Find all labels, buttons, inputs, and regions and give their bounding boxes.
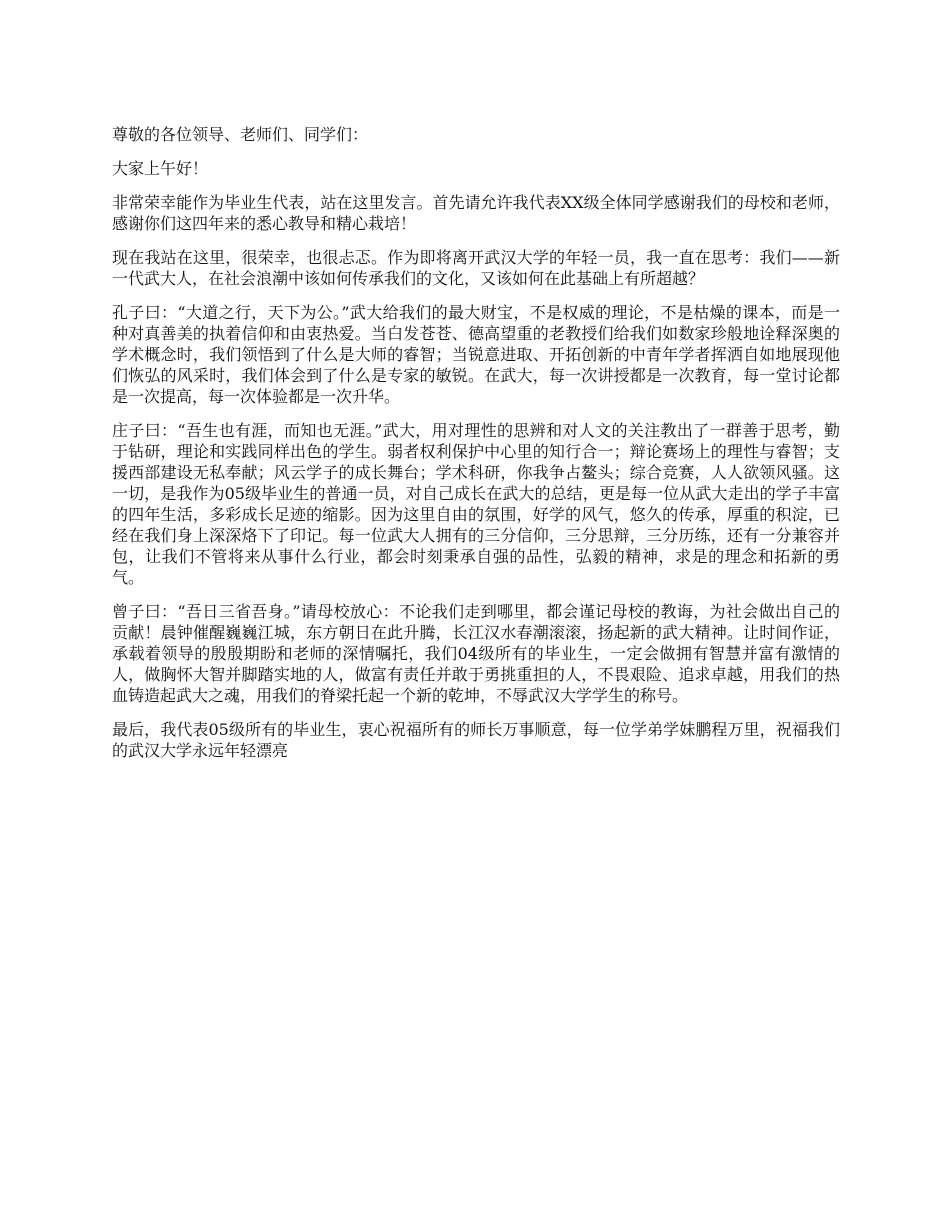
paragraph-closing: 最后，我代表05级所有的毕业生，衷心祝福所有的师长万事顺意，每一位学弟学妹鹏程万里，祝福我们的武汉大学永远年轻漂亮 xyxy=(112,720,840,760)
paragraph-reflection: 现在我站在这里，很荣幸，也很忐忑。作为即将离开武汉大学的年轻一员，我一直在思考：我们——新一代武大人，在社会浪潮中该如何传承我们的文化，又该如何在此基础上有所超越？ xyxy=(112,248,840,288)
paragraph-zengzi: 曾子曰：“吾日三省吾身。”请母校放心：不论我们走到哪里，都会谨记母校的教诲，为社会做出自己的贡献！晨钟催醒巍巍江城，东方朝日在此升腾，长江汉水春潮滚滚，扬起新的武大精神。让时间作证，承载着领导的殷殷期盼和老师的深情嘱托，我们04级所有的毕业生，一定会做拥有智慧并富有激情的人，做胸怀大智并脚踏实地的人，做富有责任并敢于勇挑重担的人，不畏艰险、追求卓越，用我们的热血铸造起武大之魂，用我们的脊梁托起一个新的乾坤，不辱武汉大学学生的称号。 xyxy=(112,602,840,705)
paragraph-intro: 非常荣幸能作为毕业生代表，站在这里发言。首先请允许我代表XX级全体同学感谢我们的母校和老师，感谢你们这四年来的悉心教导和精心栽培！ xyxy=(112,193,840,233)
greeting: 大家上午好！ xyxy=(112,159,209,178)
speech-body xyxy=(112,124,840,774)
paragraph-confucius: 孔子曰：“大道之行，天下为公。”武大给我们的最大财宝，不是权威的理论，不是枯燥的课本，而是一种对真善美的执着信仰和由衷热爱。当白发苍苍、德高望重的老教授们给我们如数家珍般地诠释深奥的学术概念时，我们领悟到了什么是大师的睿智；当锐意进取、开拓创新的中青年学者挥洒自如地展现他们恢弘的风采时，我们体会到了什么是专家的敏锐。在武大，每一次讲授都是一次教育，每一堂讨论都是一次提高，每一次体验都是一次升华。 xyxy=(112,303,840,406)
salutation: 尊敬的各位领导、老师们、同学们： xyxy=(112,125,369,144)
paragraph-zhuangzi: 庄子曰：“吾生也有涯，而知也无涯。”武大，用对理性的思辨和对人文的关注教出了一群善于思考，勤于钻研，理论和实践同样出色的学生。弱者权利保护中心里的知行合一；辩论赛场上的理性与睿智；支援西部建设无私奉献；风云学子的成长舞台；学术科研，你我争占鳌头；综合竞赛，人人欲领风骚。这一切，是我作为05级毕业生的普通一员，对自己成长在武大的总结，更是每一位从武大走出的学子丰富的四年生活，多彩成长足迹的缩影。因为这里自由的氛围，好学的风气，悠久的传承，厚重的积淀，已经在我们身上深深烙下了印记。每一位武大人拥有的三分信仰，三分思辩，三分历练，还有一分兼容并包，让我们不管将来从事什么行业，都会时刻秉承自强的品性，弘毅的精神，求是的理念和拓新的勇气。 xyxy=(112,421,840,587)
